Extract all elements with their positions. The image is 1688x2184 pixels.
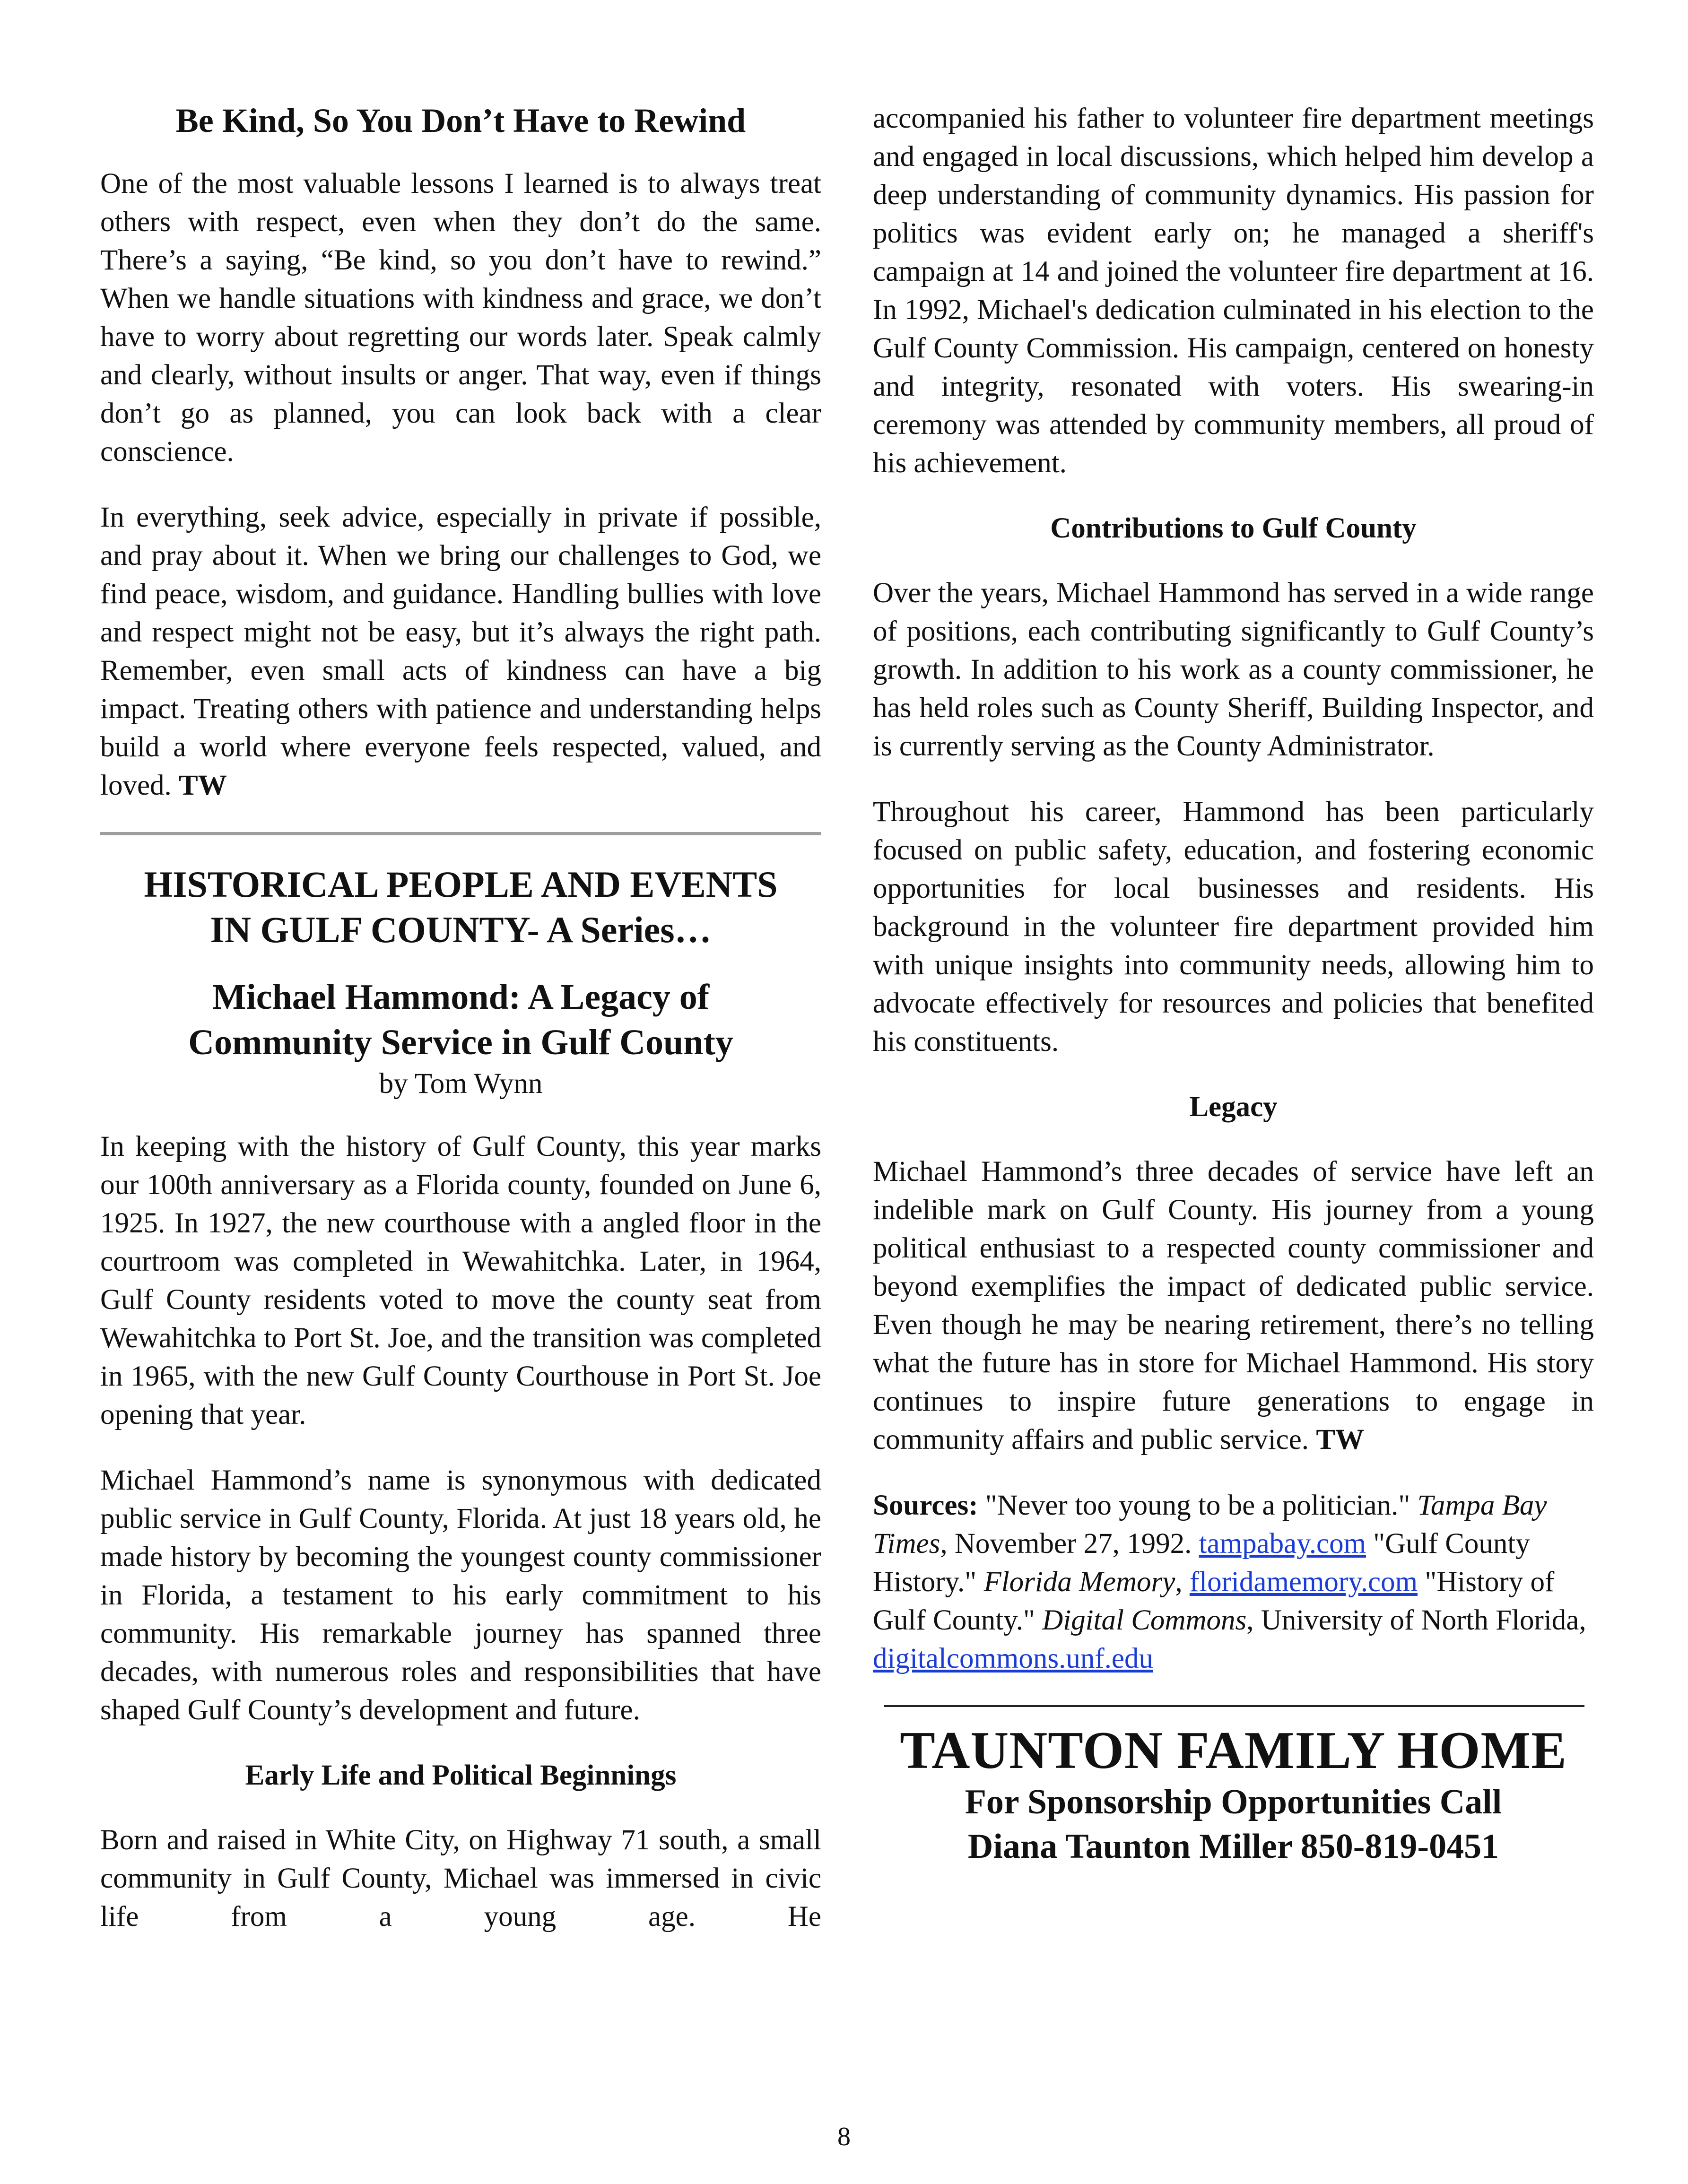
rewind-paragraph-2 bbox=[100, 498, 821, 805]
left-column bbox=[100, 99, 821, 1963]
legacy-heading: Legacy bbox=[1189, 1091, 1278, 1123]
source-1-link[interactable]: tampabay.com bbox=[1199, 1528, 1366, 1560]
career-paragraph: Throughout his career, Hammond has been particularly focused on public safety, education, and fostering economic opportunities for local businesses and residents. His background in the volunteer fire department provided him with unique insights into community needs, allowing him to advocate effectively for resources and policies that benefited his constituents. bbox=[873, 796, 1594, 1057]
source-2-title: "Gulf County History." bbox=[873, 1528, 1530, 1598]
rewind-paragraph-1: One of the most valuable lessons I learned is to always treat others with respect, even when they don’t do the same. There’s a saying, “Be kind, so you don’t have to rewind.” When we handle situations with kindness and grace, we don’t have to worry about regretting our words later. Speak calmly and clearly, without insults or anger. That way, even if things don’t go as planned, you can look back with a clear conscience. bbox=[100, 168, 821, 468]
rewind-paragraph-2-text: In everything, seek advice, especially in private if possible, and pray about it. When we bring our challenges to God, we find peace, wisdom, and guidance. Handling bullies with love and respect might not be easy, but it’s always the right path. Remember, even small acts of kindness can have a big impact. Treating others with patience and understanding helps build a world where everyone feels respected, valued, and loved. bbox=[100, 502, 821, 801]
source-3-link[interactable]: digitalcommons.unf.edu bbox=[873, 1643, 1153, 1674]
source-1-publication: Tampa Bay Times bbox=[873, 1490, 1547, 1560]
source-3-title: "History of Gulf County." bbox=[873, 1566, 1555, 1636]
rewind-signoff: TW bbox=[179, 770, 227, 801]
source-3-organization: , University of North Florida, bbox=[1246, 1604, 1586, 1636]
series-title-line-1: HISTORICAL PEOPLE AND EVENTS bbox=[144, 864, 778, 905]
ad-divider bbox=[884, 1705, 1584, 1707]
sources-label: Sources: bbox=[873, 1490, 978, 1521]
source-2-publication: Florida Memory bbox=[983, 1566, 1175, 1598]
series-title-line-2: IN GULF COUNTY- A Series… bbox=[210, 909, 712, 950]
source-2-link[interactable]: floridamemory.com bbox=[1189, 1566, 1418, 1598]
page-number: 8 bbox=[837, 2122, 851, 2151]
source-3-publication: Digital Commons bbox=[1042, 1604, 1247, 1636]
article-title-line-2: Community Service in Gulf County bbox=[188, 1023, 733, 1062]
source-1-date: , November 27, 1992. bbox=[940, 1528, 1199, 1560]
byline: by Tom Wynn bbox=[379, 1068, 543, 1100]
continued-paragraph: accompanied his father to volunteer fire department meetings and engaged in local discussions, which helped him develop a deep understanding of community dynamics. His passion for politics was evident early on; he managed a sheriff's campaign at 14 and joined the volunteer fire department at 16. In 1992, Michael's dedication culminated in his election to the Gulf County Commission. His campaign, centered on honesty and integrity, resonated with voters. His swearing-in ceremony was attended by community members, all proud of his achievement. bbox=[873, 103, 1594, 479]
ad-line-2: Diana Taunton Miller 850-819-0451 bbox=[967, 1827, 1499, 1866]
rewind-article-title: Be Kind, So You Don’t Have to Rewind bbox=[175, 102, 746, 139]
right-column bbox=[873, 99, 1594, 1869]
legacy-paragraph bbox=[873, 1153, 1594, 1459]
contributions-paragraph: Over the years, Michael Hammond has served in a wide range of positions, each contributing significantly to Gulf County’s growth. In addition to his work as a county commissioner, he has held roles such as County Sheriff, Building Inspector, and is currently serving as the County Administrator. bbox=[873, 577, 1594, 762]
source-2-comma: , bbox=[1175, 1566, 1190, 1598]
legacy-paragraph-text: Michael Hammond’s three decades of service have left an indelible mark on Gulf County. His journey from a young political enthusiast to a respected county commissioner and beyond exemplifies the impact of dedicated public service. Even though he may be nearing retirement, there’s no telling what the future has in store for Michael Hammond. His story continues to inspire future generations to engage in community affairs and public service. bbox=[873, 1156, 1594, 1456]
ad-title: TAUNTON FAMILY HOME bbox=[900, 1721, 1567, 1780]
legacy-signoff: TW bbox=[1316, 1424, 1364, 1456]
early-life-heading: Early Life and Political Beginnings bbox=[245, 1759, 677, 1791]
article-title-line-1: Michael Hammond: A Legacy of bbox=[212, 977, 710, 1017]
source-1-title: "Never too young to be a politician." bbox=[978, 1490, 1418, 1521]
name-paragraph: Michael Hammond’s name is synonymous with dedicated public service in Gulf County, Florida. At just 18 years old, he made history by becoming the youngest county commissioner in Florida, a testament to his early commitment to his community. His remarkable journey has spanned three decades, with numerous roles and responsibilities that have shaped Gulf County’s development and future. bbox=[100, 1465, 821, 1726]
ad-line-1: For Sponsorship Opportunities Call bbox=[965, 1783, 1502, 1821]
series-title bbox=[100, 862, 821, 953]
section-divider bbox=[100, 832, 821, 835]
early-life-paragraph: Born and raised in White City, on Highway 71 south, a small community in Gulf County, Michael was immersed in civic life from a young age. He bbox=[100, 1824, 821, 1933]
sponsor-ad bbox=[873, 1705, 1594, 1869]
article-title bbox=[100, 974, 821, 1065]
intro-paragraph: In keeping with the history of Gulf County, this year marks our 100th anniversary as a Florida county, founded on June 6, 1925. In 1927, the new courthouse with a angled floor in the courtroom was completed in Wewahitchka. Later, in 1964, Gulf County residents voted to move the county seat from Wewahitchka to Port St. Joe, and the transition was completed in 1965, with the new Gulf County Courthouse in Port St. Joe opening that year. bbox=[100, 1131, 821, 1430]
contributions-heading: Contributions to Gulf County bbox=[1050, 512, 1417, 544]
sources-paragraph bbox=[873, 1486, 1594, 1678]
